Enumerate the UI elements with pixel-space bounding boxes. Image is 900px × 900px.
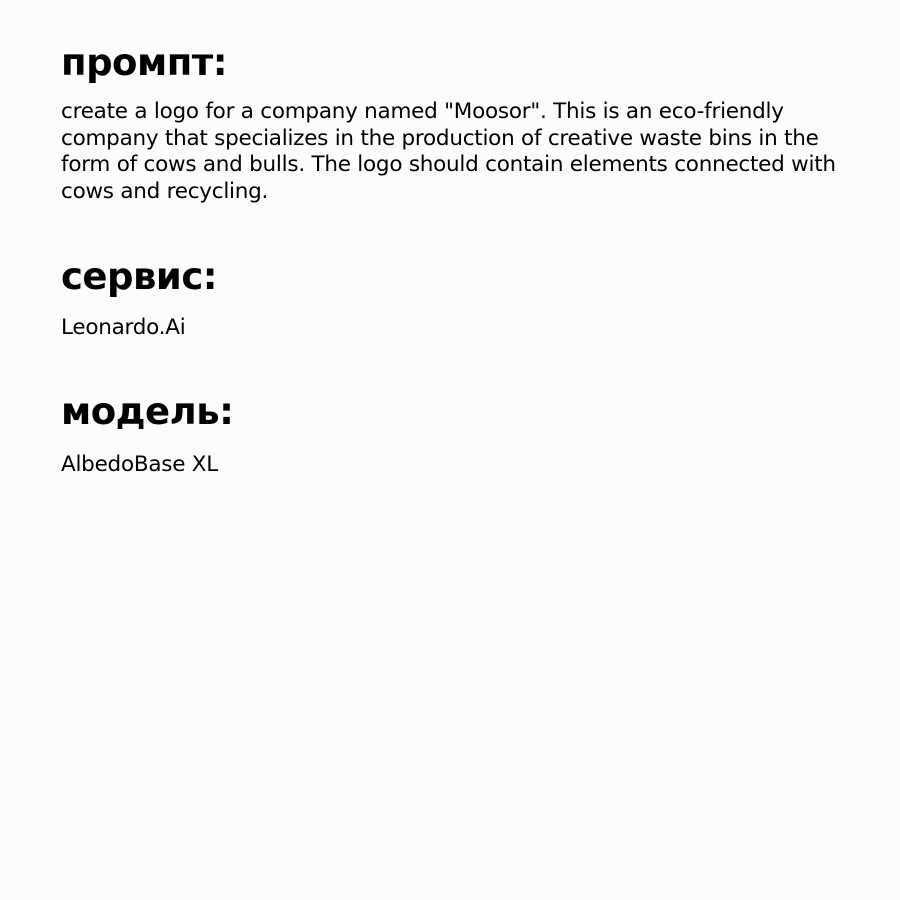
prompt-text: create a logo for a company named "Moosor". This is an eco-friendly company that specializes in the production of creative waste bins in the form of cows and bulls. The logo should contain elements connected with cows and recycling. xyxy=(61,99,836,204)
model-text: AlbedoBase XL xyxy=(61,452,219,477)
service-heading: сервис: xyxy=(61,255,218,298)
prompt-heading: промпт: xyxy=(61,41,228,84)
service-text: Leonardo.Ai xyxy=(61,315,186,340)
model-heading: модель: xyxy=(61,390,234,433)
model-section xyxy=(61,390,841,479)
prompt-section xyxy=(61,41,841,205)
service-section xyxy=(61,255,841,342)
